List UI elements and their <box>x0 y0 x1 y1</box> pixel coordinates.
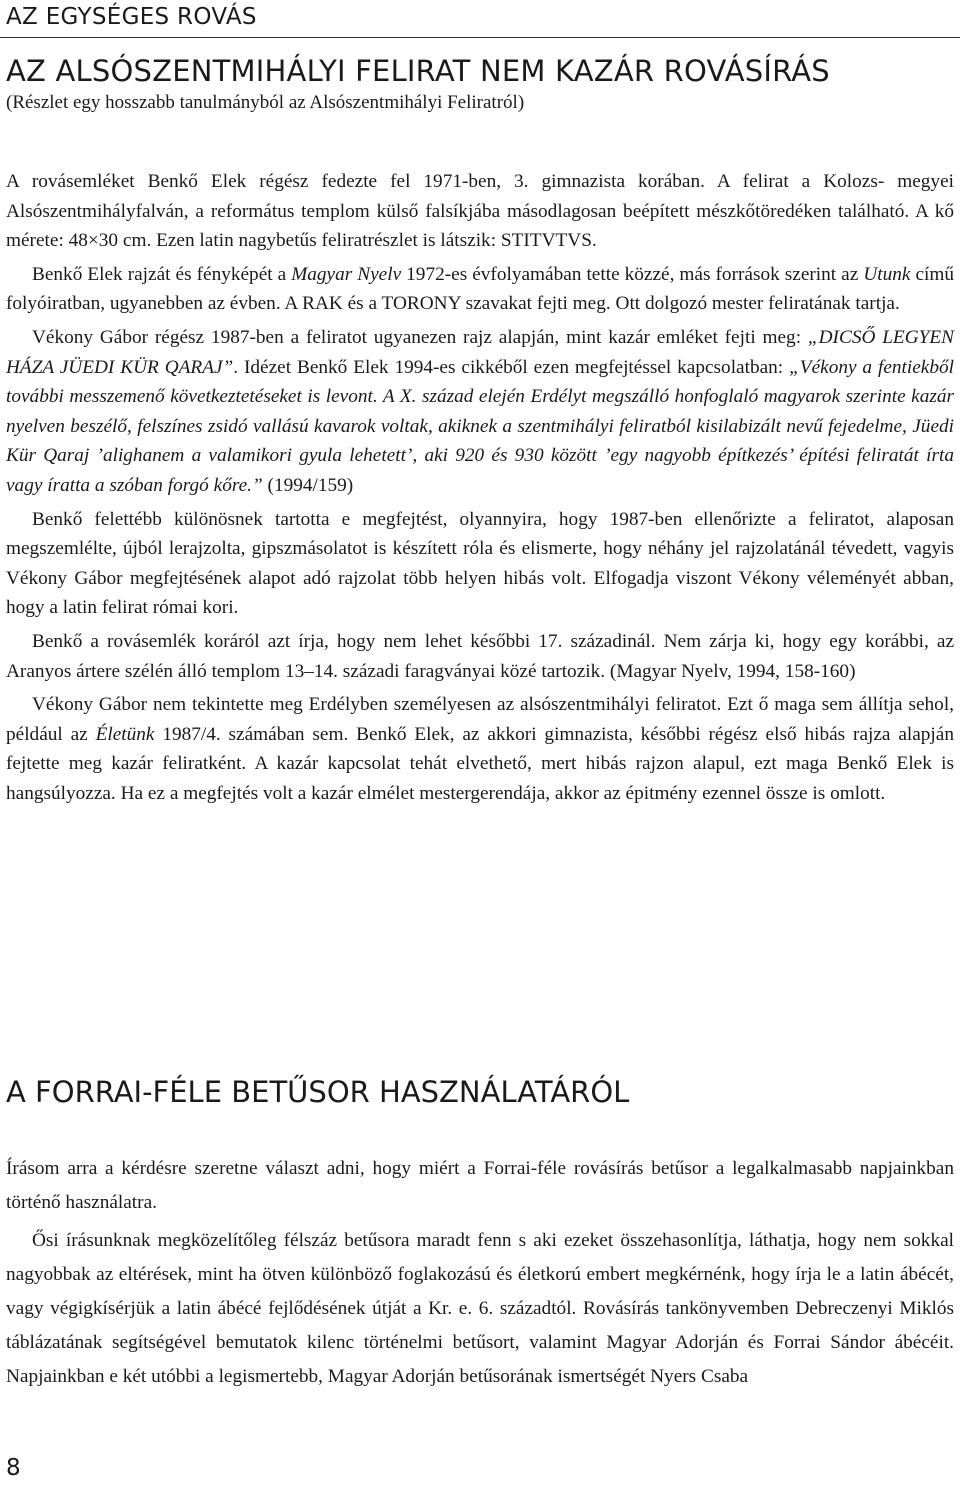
section-paragraph-2: Ősi írásunknak megközelítőleg félszáz betűsora maradt fenn s aki ezeket összehasonlítja, láthatja, hogy nem sokkal nagyobbak az eltérések, mint ha ötven különböző foglakozású és életkorú embert megkérnénk, hogy írja le a latin ábécét, vagy végigkísérjük a latin ábécé fejlődésének útját a Kr. e. 6. századtól. Rovásírás tankönyvemben Debreczenyi Miklós táblázatának segítségével bemutatok kilenc történelmi betűsort, valamint Magyar Adorján és Forrai Sándor ábécéit. Napjainkban e két utóbbi a legismertebb, Magyar Adorján betűsorának ismertségét Nyers Csaba <box>6 1230 954 1387</box>
paragraph-3: Vékony Gábor régész 1987-ben a feliratot ugyanezen rajz alapján, mint kazár emléket fejti meg: „DICSŐ LEGYEN HÁZA JÜEDI KÜR QARAJ”. Idézet Benkő Elek 1994-es cikkéből ezen megfejtéssel kapcsolatban: „Vékony a fentiekből további messzemenő következtetéseket is levont. A X. század elején Erdélyt megszálló honfoglaló magyarok szerinte kazár nyelven beszélő, felszínes zsidó vallású kavarok voltak, akiknek a szentmihályi feliratból kisilabizált nevű fejedelme, Jüedi Kür Qaraj ’alighanem a valamikori gyula lehetett’, aki 920 és 930 között ’egy nagyobb építkezés’ építési feliratát írta vagy íratta a szóban forgó kőre.” (1994/159) <box>6 326 954 496</box>
running-head: AZ EGYSÉGES ROVÁS <box>6 4 257 30</box>
article-title: AZ ALSÓSZENTMIHÁLYI FELIRAT NEM KAZÁR ROVÁSÍRÁS <box>6 54 830 88</box>
italic-inscription-reading: „DICSŐ LEGYEN HÁZA JÜEDI KÜR QARAJ” <box>6 326 954 378</box>
italic-journal-title: Magyar Nyelv <box>291 263 402 285</box>
italic-journal-title: Utunk <box>863 263 911 285</box>
section-title: A FORRAI-FÉLE BETŰSOR HASZNÁLATÁRÓL <box>6 1075 630 1109</box>
italic-journal-title: Életünk <box>95 723 155 745</box>
section-paragraph-1: Írásom arra a kérdésre szeretne választ adni, hogy miért a Forrai-féle rovásírás betűsor a legalkalmasabb napjainkban történő használatra. <box>6 1158 954 1213</box>
paragraph-1: A rovásemléket Benkő Elek régész fedezte fel 1971-ben, 3. gimnazista korában. A felirat a Kolozs- megyei Alsószentmihályfalván, a református templom külső falsíkjába másodlagosan beépített mészkőtöredéken található. A kő mérete: 48×30 cm. Ezen latin nagybetűs feliratrészlet is látszik: STITVTVS. <box>6 171 954 252</box>
header-rule <box>0 37 960 38</box>
italic-quotation: „Vékony a fentiekből további messzemenő következtetéseket is levont. A X. század elején Erdélyt megszálló honfoglaló magyarok szerinte kazár nyelven beszélő, felszínes zsidó vallású kavarok voltak, akiknek a szentmihályi feliratból kisilabizált nevű fejedelme, Jüedi Kür Qaraj ’alighanem a valamikori gyula lehetett’, aki 920 és 930 között ’egy nagyobb építkezés’ építési feliratát írta vagy íratta a szóban forgó kőre.” <box>6 356 954 496</box>
section-body <box>6 1152 954 1394</box>
paragraph-5: Benkő a rovásemlék koráról azt írja, hogy nem lehet későbbi 17. századinál. Nem zárja ki, hogy egy korábbi, az Aranyos ártere szélén álló templom 13–14. századi faragványai közé tartozik. (Magyar Nyelv, 1994, 158-160) <box>6 630 954 682</box>
article-body <box>6 167 954 812</box>
paragraph-6: Vékony Gábor nem tekintette meg Erdélyben személyesen az alsószentmihályi feliratot. Ezt ő maga sem állítja sehol, például az Életünk 1987/4. számában sem. Benkő Elek, az akkori gimnazista, későbbi régész első hibás rajza alapján fejtette meg kazár feliratként. A kazár kapcsolat tehát elvethető, mert hibás rajzon alapul, ezt maga Benkő Elek is hangsúlyozza. Ha ez a megfejtés volt a kazár elmélet mestergerendája, akkor az épitmény ezennel össze is omlott. <box>6 694 954 804</box>
paragraph-4: Benkő felettébb különösnek tartotta e megfejtést, olyannyira, hogy 1987-ben ellenőrizte a feliratot, alaposan megszemlélte, újból lerajzolta, gipszmásolatot is készített róla és elismerte, hogy néhány jel rajzolatánál tévedett, vagyis Vékony Gábor megfejtésének alapot adó rajzolat több helyen hibás volt. Elfogadja viszont Vékony véleményét abban, hogy a latin felirat római kori. <box>6 508 954 619</box>
page-number: 8 <box>6 1455 21 1481</box>
article-subtitle: (Részlet egy hosszabb tanulmányból az Alsószentmihályi Feliratról) <box>6 92 525 113</box>
paragraph-2: Benkő Elek rajzát és fényképét a Magyar Nyelv 1972-es évfolyamában tette közzé, más források szerint az Utunk című folyóiratban, ugyanebben az évben. A RAK és a TORONY szavakat fejti meg. Ott dolgozó mester feliratának tartja. <box>6 263 955 315</box>
